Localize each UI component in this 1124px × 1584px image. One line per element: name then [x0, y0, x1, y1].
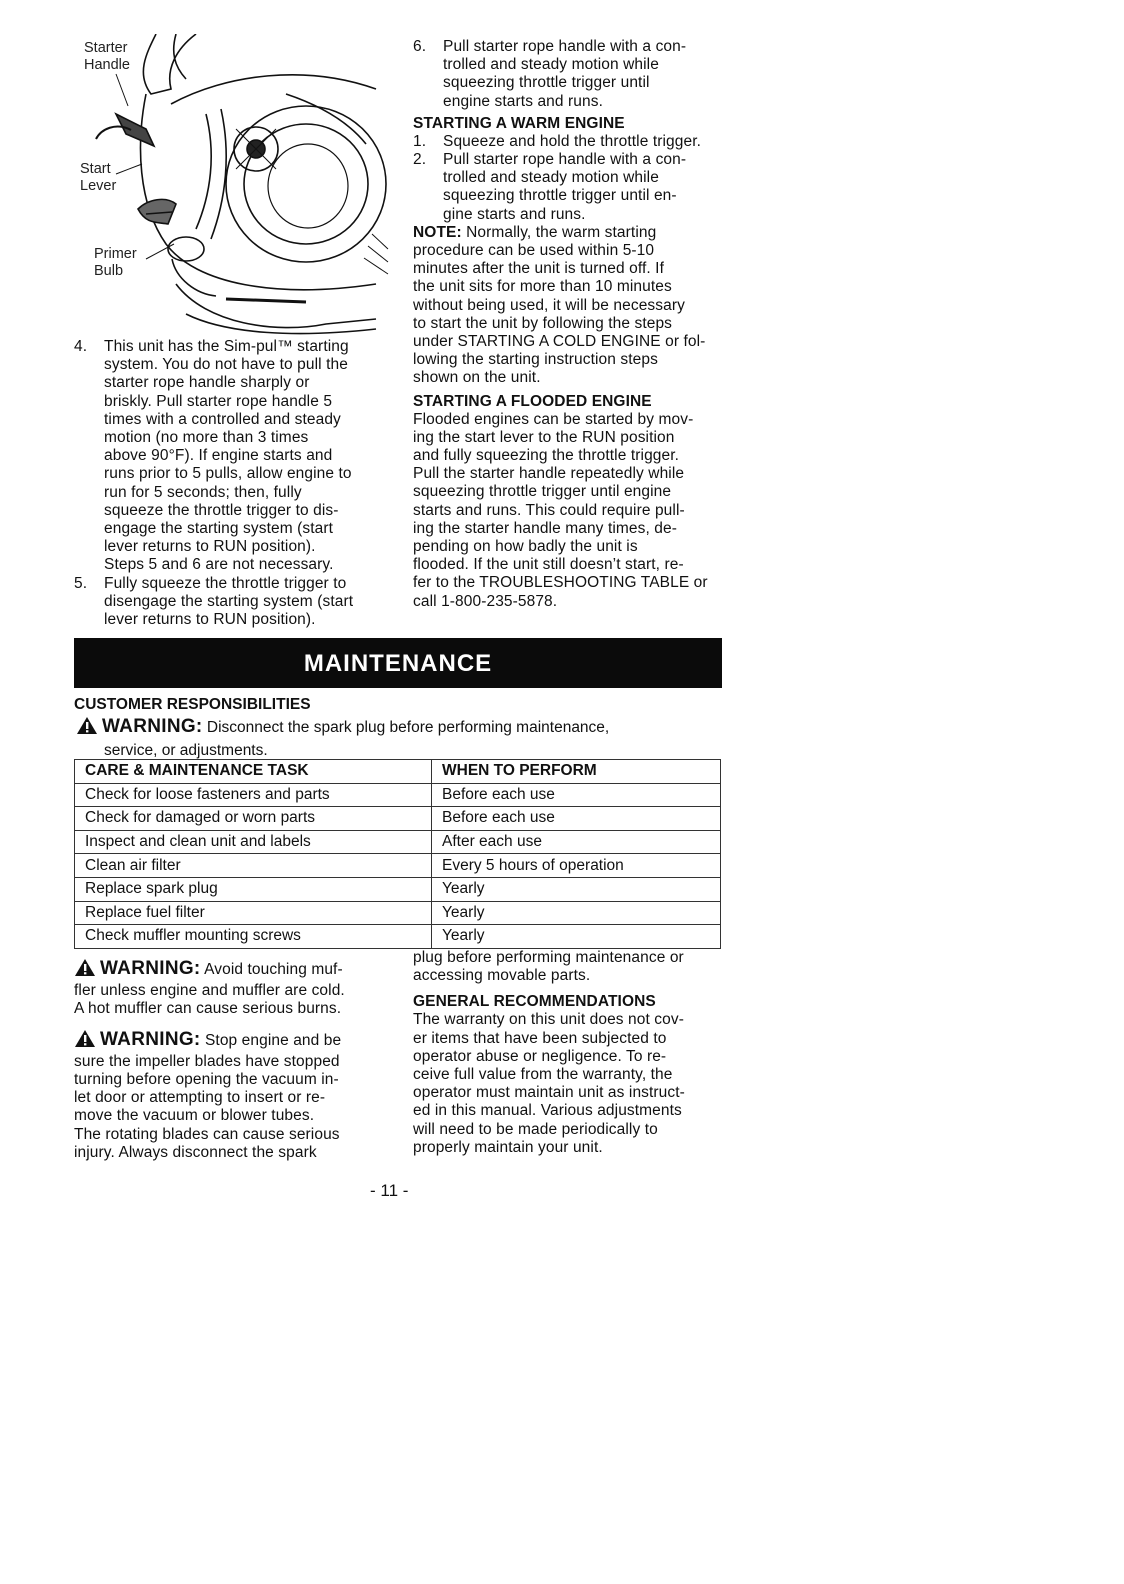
text-line: A hot muffler can cause serious burns.	[74, 1000, 342, 1018]
warning-label: WARNING:	[102, 716, 203, 737]
table-header-row	[75, 760, 721, 784]
text-line: lever returns to RUN position).	[104, 611, 316, 629]
text-line: Steps 5 and 6 are not necessary.	[104, 556, 334, 574]
banner-title: MAINTENANCE	[303, 650, 493, 677]
callout-start-lever: Start Lever	[80, 161, 117, 194]
text-line: move the vacuum or blower tubes.	[74, 1107, 315, 1125]
header-task: CARE & MAINTENANCE TASK	[75, 760, 432, 784]
left-column-steps	[74, 338, 394, 629]
step-5	[74, 575, 394, 630]
text-line: accessing movable parts.	[413, 967, 591, 985]
text-line: Normally, the warm starting	[461, 223, 657, 241]
general-recommendations-text	[413, 1011, 729, 1157]
text-line: ceive full value from the warranty, the	[413, 1066, 673, 1084]
text-line: let door or attempting to insert or re-	[74, 1089, 326, 1107]
text-line: Flooded engines can be started by mov-	[413, 410, 694, 428]
task-cell: Inspect and clean unit and labels	[75, 830, 432, 854]
maintenance-table-wrap	[74, 759, 721, 949]
when-cell: Yearly	[432, 925, 721, 949]
when-cell: Yearly	[432, 877, 721, 901]
flooded-engine-heading: STARTING A FLOODED ENGINE	[413, 392, 652, 410]
task-cell: Check for damaged or worn parts	[75, 807, 432, 831]
task-cell: Replace fuel filter	[75, 901, 432, 925]
text-line: runs prior to 5 pulls, allow engine to	[104, 465, 352, 483]
bottom-left-warnings	[74, 958, 394, 1162]
task-cell: Replace spark plug	[75, 877, 432, 901]
step-number: 1.	[413, 132, 427, 150]
text-line: This unit has the Sim-pul™ starting	[104, 338, 349, 355]
text-line: ing the start lever to the RUN position	[413, 428, 675, 446]
table-row	[75, 854, 721, 878]
text-line: plug before performing maintenance or	[413, 949, 684, 966]
text-line: Fully squeeze the throttle trigger to	[104, 574, 347, 592]
text-line: system. You do not have to pull the	[104, 356, 348, 374]
step-number: 6.	[413, 38, 427, 55]
text-line: operator abuse or negligence. To re-	[413, 1047, 667, 1065]
when-cell: Yearly	[432, 901, 721, 925]
text-line: The rotating blades can cause serious	[74, 1125, 340, 1143]
flooded-engine-text	[413, 411, 729, 611]
when-cell: Every 5 hours of operation	[432, 854, 721, 878]
text-line: under STARTING A COLD ENGINE or fol-	[413, 333, 706, 351]
warning-muffler	[74, 958, 394, 1019]
text-line: disengage the starting system (start	[104, 592, 354, 610]
step-4	[74, 338, 394, 575]
when-cell: Before each use	[432, 807, 721, 831]
text-line: above 90°F). If engine starts and	[104, 447, 333, 465]
task-cell: Check for loose fasteners and parts	[75, 783, 432, 807]
warning-triangle-icon	[74, 958, 96, 982]
table-row	[75, 830, 721, 854]
text-line: gine starts and runs.	[443, 205, 586, 223]
text-line: shown on the unit.	[413, 369, 541, 387]
text-line: lever returns to RUN position).	[104, 538, 316, 556]
text-line: will need to be made periodically to	[413, 1120, 658, 1138]
table-row	[75, 877, 721, 901]
text-line: squeezing throttle trigger until	[443, 74, 650, 92]
text-line: fler unless engine and muffler are cold.	[74, 982, 345, 1000]
text-line: er items that have been subjected to	[413, 1029, 667, 1047]
text-line: lowing the starting instruction steps	[413, 351, 658, 369]
text-line: operator must maintain unit as instruct-	[413, 1084, 685, 1102]
text-line: flooded. If the unit still doesn’t start, re-	[413, 556, 684, 574]
text-line: briskly. Pull starter rope handle 5	[104, 392, 333, 410]
bottom-right	[413, 949, 729, 1157]
text-line: ing the starter handle many times, de-	[413, 519, 677, 537]
text-line: properly maintain your unit.	[413, 1138, 603, 1156]
text-line: fer to the TROUBLESHOOTING TABLE or	[413, 574, 708, 592]
warning-label: WARNING:	[100, 958, 201, 979]
task-cell: Clean air filter	[75, 854, 432, 878]
table-row	[75, 783, 721, 807]
list-item	[413, 151, 729, 224]
text-line: engage the starting system (start	[104, 520, 334, 538]
warning-label: WARNING:	[100, 1028, 201, 1050]
text-line: squeeze the throttle trigger to dis-	[104, 501, 339, 519]
step-number: 5.	[74, 574, 88, 592]
text-line: times with a controlled and steady	[104, 410, 341, 428]
text-line: Pull the starter handle repeatedly while	[413, 465, 685, 483]
text-line: and fully squeezing the throttle trigger.	[413, 447, 680, 465]
blower-engine-drawing	[76, 34, 392, 338]
text-line: minutes after the unit is turned off. If	[413, 260, 664, 278]
text-line: injury. Always disconnect the spark	[74, 1143, 317, 1161]
text-line: to start the unit by following the steps	[413, 314, 673, 332]
when-cell: Before each use	[432, 783, 721, 807]
text-line: pending on how badly the unit is	[413, 538, 638, 556]
text-line: engine starts and runs.	[443, 92, 603, 110]
warm-engine-steps	[413, 133, 729, 224]
text-line: run for 5 seconds; then, fully	[104, 483, 302, 501]
text-line: trolled and steady motion while	[443, 169, 659, 187]
step-number: 4.	[74, 338, 88, 355]
warm-engine-heading: STARTING A WARM ENGINE	[413, 114, 625, 132]
text-line: sure the impeller blades have stopped	[74, 1052, 340, 1070]
customer-responsibilities-heading: CUSTOMER RESPONSIBILITIES	[74, 696, 311, 713]
text-line: starter rope handle sharply or	[104, 374, 310, 392]
task-cell: Check muffler mounting screws	[75, 925, 432, 949]
text-line: squeezing throttle trigger until engine	[413, 483, 672, 501]
engine-illustration	[76, 34, 392, 338]
when-cell: After each use	[432, 830, 721, 854]
text-line: the unit sits for more than 10 minutes	[413, 278, 672, 296]
text-line: Stop engine and be	[200, 1031, 342, 1049]
text-line: procedure can be used within 5-10	[413, 242, 655, 260]
text-line: call 1-800-235-5878.	[413, 592, 558, 610]
warning-disconnect	[76, 716, 736, 761]
warning-triangle-icon	[74, 1029, 96, 1053]
text-line: without being used, it will be necessary	[413, 296, 685, 314]
callout-primer-bulb: Primer Bulb	[94, 246, 137, 279]
text-line: motion (no more than 3 times	[104, 429, 309, 447]
text-line: squeezing throttle trigger until en-	[443, 187, 677, 205]
text-line: The warranty on this unit does not cov-	[413, 1011, 684, 1029]
list-item	[413, 133, 729, 151]
step-6	[413, 38, 729, 111]
warning-impeller	[74, 1029, 394, 1162]
text-line: starts and runs. This could require pull-	[413, 501, 685, 519]
text-line: Avoid touching muf-	[200, 961, 343, 978]
text-line: turning before opening the vacuum in-	[74, 1071, 339, 1089]
callout-starter-handle: Starter Handle	[84, 40, 130, 73]
table-row	[75, 925, 721, 949]
note-label: NOTE:	[413, 223, 462, 241]
maintenance-banner	[74, 638, 722, 688]
maintenance-table	[74, 759, 721, 949]
step-number: 2.	[413, 151, 427, 169]
text-line: Squeeze and hold the throttle trigger.	[443, 132, 702, 150]
page-number: - 11 -	[370, 1181, 409, 1200]
note-paragraph	[413, 224, 729, 388]
table-row	[75, 807, 721, 831]
warning-triangle-icon	[76, 716, 98, 741]
header-when: WHEN TO PERFORM	[432, 760, 721, 784]
text-line: ed in this manual. Various adjustments	[413, 1102, 682, 1120]
general-recommendations-heading: GENERAL RECOMMENDATIONS	[413, 993, 656, 1011]
warning-text: Disconnect the spark plug before performing maintenance,	[202, 719, 610, 736]
table-row	[75, 901, 721, 925]
warning-text-cont: service, or adjustments.	[104, 742, 268, 759]
text-line: Pull starter rope handle with a con-	[443, 151, 687, 169]
warning-continued	[413, 949, 729, 985]
text-line: trolled and steady motion while	[443, 56, 659, 74]
right-column	[413, 38, 729, 611]
text-line: Pull starter rope handle with a con-	[443, 38, 687, 55]
